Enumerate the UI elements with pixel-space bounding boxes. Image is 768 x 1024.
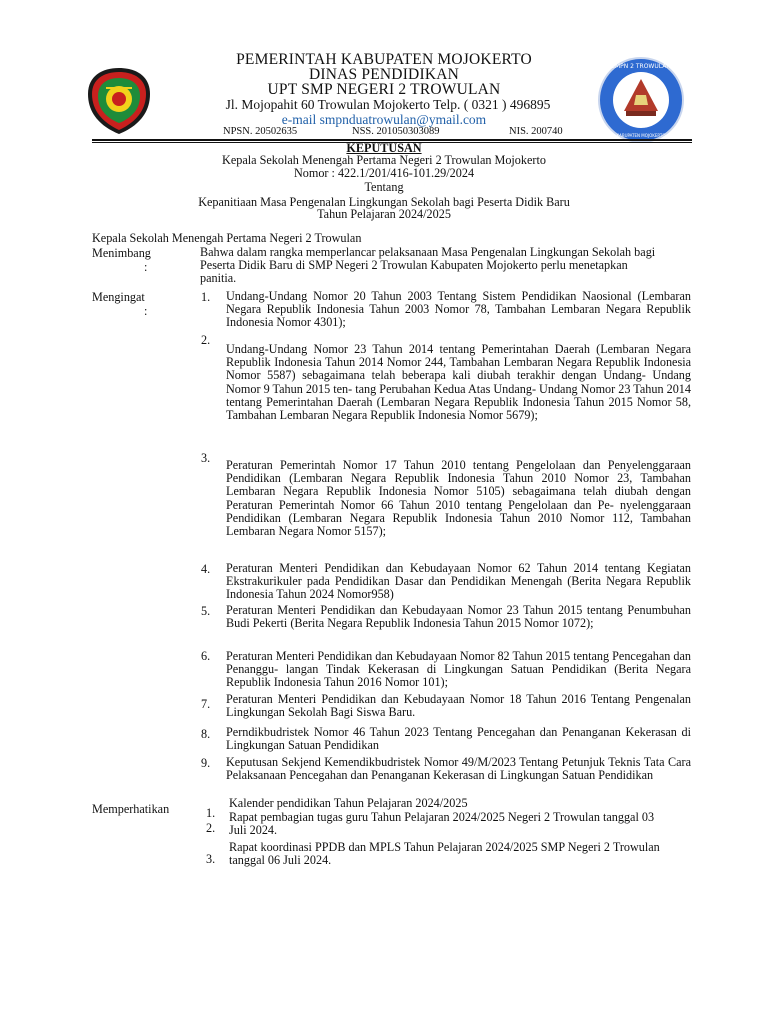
decree-about-label: Tentang [364,180,404,194]
department-name: DINAS PENDIDIKAN [308,66,459,83]
mengingat-item-text: Peraturan Menteri Pendidikan dan Kebudayaan Nomor 23 Tahun 2015 tentang Penumbuhan Budi Pekerti (Berita Negara Republik Indonesia Tahun 2015 Nomor 1072); [226,603,691,631]
document-heading: KEPUTUSAN [346,141,422,155]
menimbang-label: Menimbang [92,246,151,260]
mengingat-item-number: 2. [201,333,211,347]
menimbang-colon: : [144,260,148,274]
mengingat-item-number: 7. [201,697,211,711]
mengingat-item-text: Peraturan Pemerintah Nomor 17 Tahun 2010 tentang Pengelolaan dan Penyelenggaraan Pendidikan (Lembaran Negara Republik Indonesia Tahun 2010 Nomor 23, Tambahan Lembaran Negara Republik Indonesia Nomor 5105) sebagaimana telah diubah dengan Peraturan Pemerintah Nomor 66 Tahun 2010 tentang Pengelolaan dan Pe- nyelenggaraan Pendidikan (Lembaran Negara Republik Indonesia Tahun 2010 Nomor 112, Tambahan Lembaran Negara Nomor 5157); [226,458,691,539]
logo-top-text: SMPN 2 TROWULAN [611,63,671,70]
mengingat-item-text: Peraturan Menteri Pendidikan dan Kebudayaan Nomor 62 Tahun 2014 tentang Kegiatan Ekstrakurikuler pada Pendidikan Dasar dan Pendidikan Menengah (Berita Negara Republik Indonesia Tahun 2024 Nomor958) [226,561,691,602]
mengingat-item-number: 1. [201,290,211,304]
memperhatikan-item-text: Rapat koordinasi PPDB dan MPLS Tahun Pelajaran 2024/2025 SMP Negeri 2 Trowulan tanggal 06 Juli 2024. [229,840,660,868]
decree-issuer: Kepala Sekolah Menengah Pertama Negeri 2 Trowulan Mojokerto [222,153,546,167]
nss-number: NSS. 201050303089 [352,126,440,137]
decree-number: Nomor : 422.1/201/416-101.29/2024 [293,166,475,180]
mengingat-item-text: Keputusan Sekjend Kemendikbudristek Nomor 49/M/2023 Tentang Petunjuk Teknis Tata Cara Pelaksanaan Pencegahan dan Penanganan Kekerasan di Lingkungan Satuan Pendidikan [226,755,691,783]
government-name: PEMERINTAH KABUPATEN MOJOKERTO [236,51,532,68]
mengingat-item-text: Perndikbudristek Nomor 46 Tahun 2023 Tentang Pencegahan dan Penanganan Kekerasan di Lingkungan Satuan Pendidikan [226,725,691,753]
mengingat-item-number: 8. [201,727,211,741]
decree-intro: Kepala Sekolah Menengah Pertama Negeri 2 Trowulan [92,231,362,245]
decree-academic-year: Tahun Pelajaran 2024/2025 [317,207,451,221]
mengingat-item-text: Peraturan Menteri Pendidikan dan Kebudayaan Nomor 82 Tahun 2015 tentang Pencegahan dan Penanggu- langan Tindak Kekerasan di Lingkungan Satuan Pendidikan (Berita Negara Republik Indonesia Tahun 2016 Nomor 101); [226,649,691,690]
mengingat-label: Mengingat [92,290,145,304]
decree-subject: Kepanitiaan Masa Pengenalan Lingkungan Sekolah bagi Peserta Didik Baru [198,195,570,209]
mengingat-item-number: 6. [201,649,211,663]
mengingat-colon: : [144,304,148,318]
mengingat-item-text: Undang-Undang Nomor 23 Tahun 2014 tentang Pemerintahan Daerah (Lembaran Negara Republik Indonesia Tahun 2014 Nomor 244, Tambahan Lembaran Negara Republik Indonesia Nomor 5587) sebagaimana telah beberapa kali diubah terakhir dengan Undang- Undang Nomor 9 Tahun 2015 ten- tang Perubahan Kedua Atas Undang- Undang Nomor 23 Tahun 2014 tentang Pemerintahan Daerah (Lembaran Negara Republik Indonesia Tahun 2015 Nomor 58, Tambahan Lembaran Negara Republik Indonesia Nomor 5679); [226,342,691,423]
mengingat-item-number: 5. [201,604,211,618]
memperhatikan-item-number: 2. [206,821,216,835]
mengingat-item-number: 3. [201,451,211,465]
npsn-number: NPSN. 20502635 [223,126,298,137]
school-address: Jl. Mojopahit 60 Trowulan Mojokerto Telp. ( 0321 ) 496895 [225,97,551,112]
menimbang-text: Bahwa dalam rangka memperlancar pelaksanaan Masa Pengenalan Lingkungan Sekolah bagi Peserta Didik Baru di SMP Negeri 2 Trowulan Kabupaten Mojokerto perlu menetapkan panitia. [200,245,656,286]
school-email[interactable]: e-mail smpnduatrowulan@ymail.com [281,112,487,127]
memperhatikan-item-text: Rapat pembagian tugas guru Tahun Pelajaran 2024/2025 Negeri 2 Trowulan tanggal 03 Juli 2024. [229,810,655,838]
school-name: UPT SMP NEGERI 2 TROWULAN [267,81,501,98]
mengingat-item-number: 9. [201,756,211,770]
memperhatikan-item-number: 3. [206,852,216,866]
mengingat-item-number: 4. [201,562,211,576]
mengingat-item-text: Undang-Undang Nomor 20 Tahun 2003 Tentang Sistem Pendidikan Naosional (Lembaran Negara Republik Indonesia Tahun 2003 Nomor 78, Tambahan Lembaran Negara Republik Indonesia Nomor 4301); [226,289,691,330]
mengingat-item-text: Peraturan Menteri Pendidikan dan Kebudayaan Nomor 18 Tahun 2016 Tentang Pengenalan Lingkungan Sekolah Bagi Siswa Baru. [226,692,691,720]
memperhatikan-label: Memperhatikan [92,802,170,816]
nis-number: NIS. 200740 [509,126,563,137]
memperhatikan-item-number: 1. [206,806,216,820]
memperhatikan-item-text: Kalender pendidikan Tahun Pelajaran 2024/2025 [229,796,468,810]
logo-bottom-text: KABUPATEN MOJOKERTO [616,133,666,138]
